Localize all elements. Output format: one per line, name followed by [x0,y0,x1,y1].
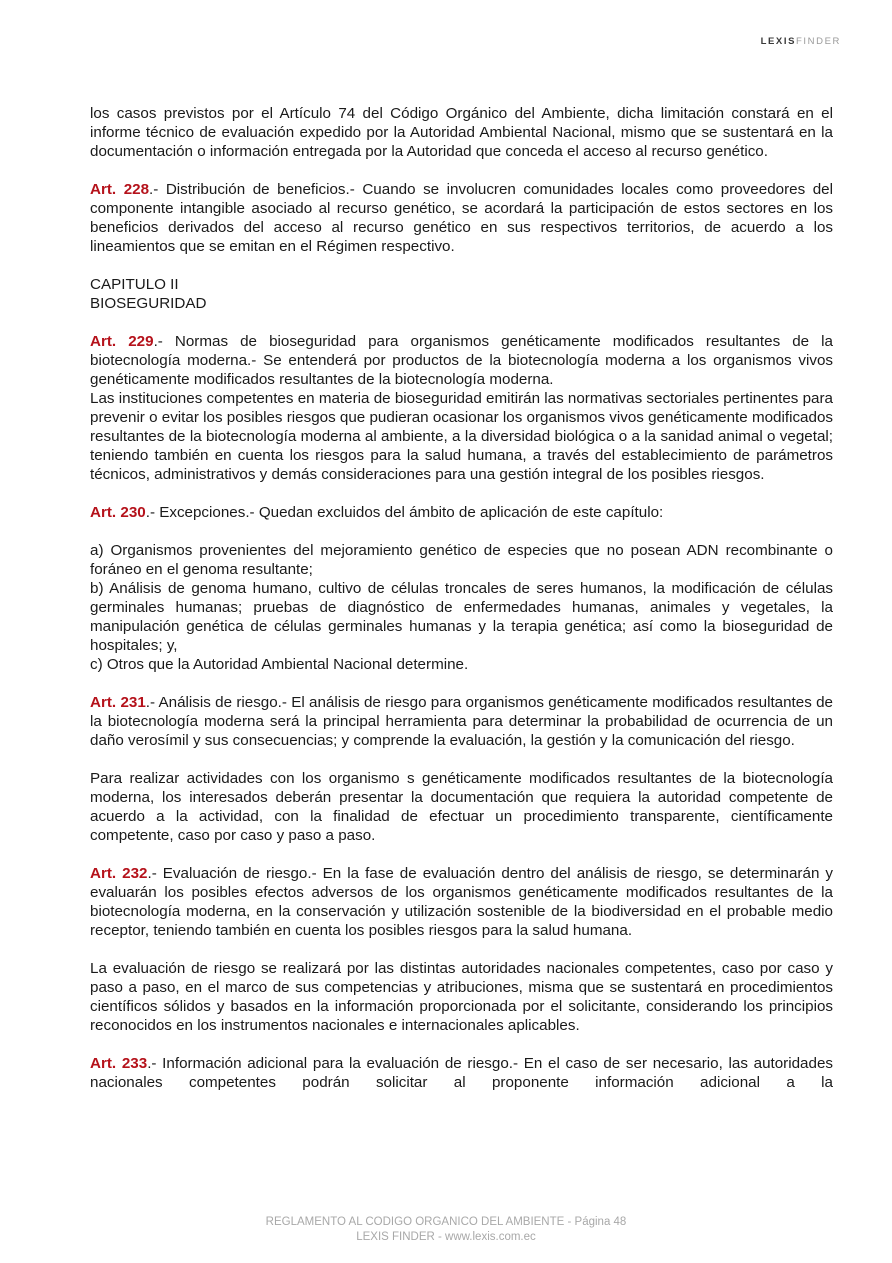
article-229-p1 [90,332,833,389]
exceptions-list [90,541,833,674]
article-229 [90,332,833,484]
article-228 [90,180,833,256]
document-body [90,104,833,1111]
article-text: .- Evaluación de riesgo.- En la fase de evaluación dentro del análisis de riesgo, se determinarán y evaluarán los posibles efectos adversos de los organismos genéticamente modificados resultantes de la biotecnología moderna, en la conservación y utilización sostenible de la biodiversidad en el probable medio receptor, teniendo también en cuenta los posibles riesgos para la salud humana. [90,865,833,939]
logo-light-part: FINDER [796,36,841,47]
article-label: Art. 229 [90,333,154,350]
chapter-heading [90,275,833,313]
article-text: .- Normas de bioseguridad para organismos genéticamente modificados resultantes de la biotecnología moderna.- Se entenderá por productos de la biotecnología moderna a los organismos vivos genéticamente modificados resultantes de la biotecnología moderna. [90,333,834,388]
article-232-p2: La evaluación de riesgo se realizará por las distintas autoridades nacionales competentes, caso por caso y paso a paso, en el marco de sus competencias y atribuciones, misma que se sustentará en procedimientos científicos sólidos y basados en la información proporcionada por el solicitante, considerando los principios reconocidos en los instrumentos nacionales e internacionales aplicables. [90,960,833,1034]
list-item: b) Análisis de genoma humano, cultivo de células troncales de seres humanos, la modificación de células germinales humanas; pruebas de diagnóstico de enfermedades humanas, animales y vegetales, la manipulación genética de células germinales humanas y la terapia genética; así como la bioseguridad de hospitales; y, [90,580,833,654]
article-text: .- Información adicional para la evaluación de riesgo.- En el caso de ser necesario, las autoridades nacionales competentes podrán solicitar al proponente información adicional a la [90,1055,833,1091]
article-230 [90,503,833,522]
article-232 [90,864,833,940]
footer-title-page: REGLAMENTO AL CODIGO ORGANICO DEL AMBIENTE - Página 48 [265,1216,627,1228]
chapter-number: CAPITULO II [90,276,179,293]
article-label: Art. 232 [90,865,148,882]
article-label: Art. 228 [90,181,150,198]
article-231 [90,693,833,750]
intro-paragraph: los casos previstos por el Artículo 74 del Código Orgánico del Ambiente, dicha limitación constará en el informe técnico de evaluación expedido por la Autoridad Ambiental Nacional, mismo que se sustentará en la documentación o información entregada por la Autoridad que conceda el acceso al recurso genético. [90,105,833,160]
lexis-finder-logo [761,36,841,47]
chapter-title: BIOSEGURIDAD [90,295,207,312]
list-item: c) Otros que la Autoridad Ambiental Nacional determine. [90,656,469,673]
article-text: .- Análisis de riesgo.- El análisis de riesgo para organismos genéticamente modificados resultantes de la biotecnología moderna será la principal herramienta para determinar la probabilidad de ocurrencia de un daño verosímil y sus consecuencias; y comprende la evaluación, la gestión y la comunicación del riesgo. [90,694,833,749]
logo-bold-part: LEXIS [760,36,797,47]
article-233 [90,1054,833,1092]
page-footer [0,1215,892,1244]
footer-site: LEXIS FINDER - www.lexis.com.ec [356,1230,536,1243]
article-231-p2: Para realizar actividades con los organismo s genéticamente modificados resultantes de la biotecnología moderna, los interesados deberán presentar la documentación que requiera la autoridad competente de acuerdo a la actividad, con la finalidad de efectuar un procedimiento transparente, científicamente competente, caso por caso y paso a paso. [90,770,833,844]
article-label: Art. 231 [90,694,146,711]
article-text: .- Distribución de beneficios.- Cuando se involucren comunidades locales como proveedores del componente intangible asociado al recurso genético, se acordará la participación de estos sectores en los beneficios derivados del acceso al recurso genético en sus respectivos territorios, de acuerdo a los lineamientos que se emitan en el Régimen respectivo. [90,181,833,255]
article-text: .- Excepciones.- Quedan excluidos del ámbito de aplicación de este capítulo: [145,504,664,521]
article-label: Art. 230 [90,504,146,521]
article-label: Art. 233 [90,1055,148,1072]
list-item: a) Organismos provenientes del mejoramiento genético de especies que no posean ADN recombinante o foráneo en el genoma resultante; [90,542,833,578]
article-229-p2: Las instituciones competentes en materia de bioseguridad emitirán las normativas sectoriales pertinentes para prevenir o evitar los posibles riesgos que pudieran ocasionar los organismos vivos genéticamente modificados resultantes de la biotecnología moderna al ambiente, a la diversidad biológica o a la sanidad animal o vegetal; teniendo también en cuenta los riesgos para la salud humana, a través del establecimiento de parámetros técnicos, administrativos y demás consideraciones para una gestión integral de los posibles riesgos. [90,390,833,483]
